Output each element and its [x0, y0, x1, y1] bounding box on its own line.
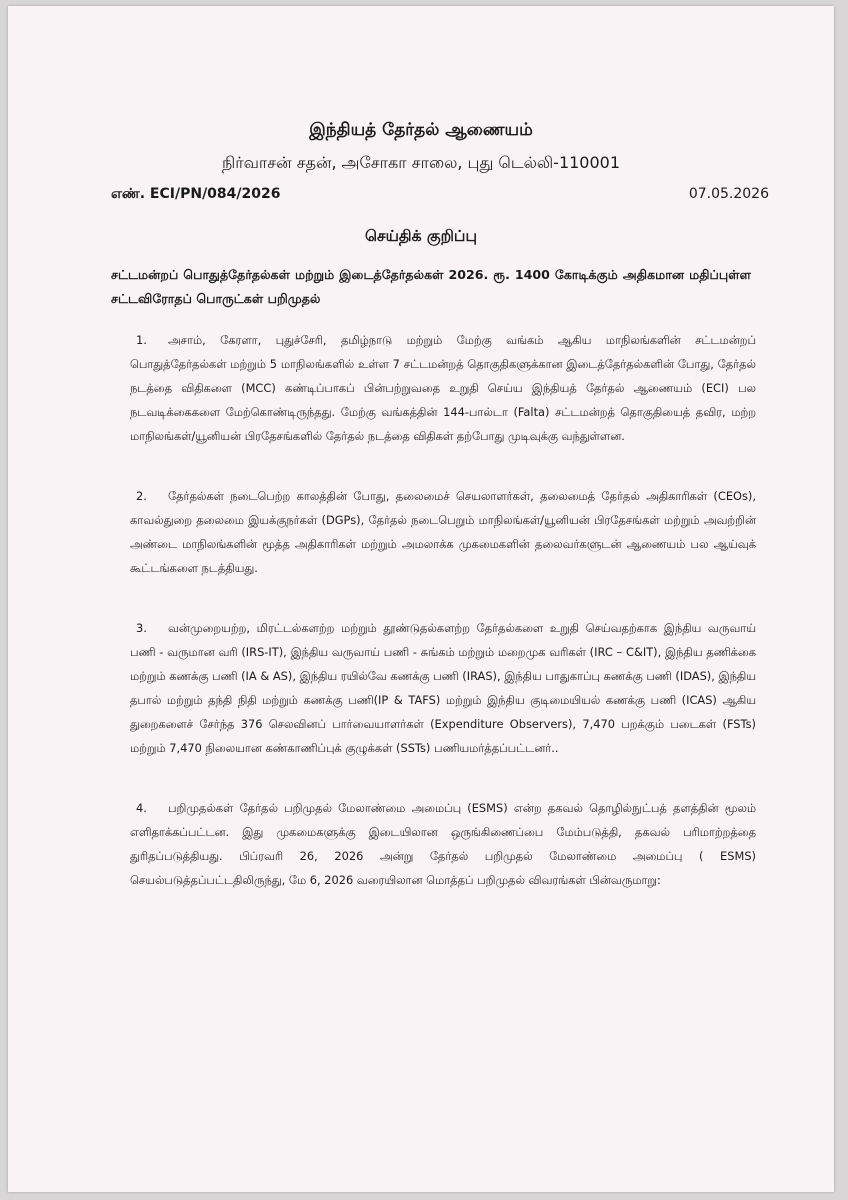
paragraph-2: [130, 484, 756, 580]
paragraph-text: அசாம், கேரளா, புதுச்சேரி, தமிழ்நாடு மற்றும் மேற்கு வங்கம் ஆகிய மாநிலங்களின் சட்டமன்றப் பொதுத்தேர்தல்கள் மற்றும் 5 மாநிலங்களில் உள்ள 7 சட்டமன்றத் தொகுதிகளுக்கான இடைத்தேர்தல்களின் போது, தேர்தல் நடத்தை விதிகளை (MCC) கண்டிப்பாகப் பின்பற்றுவதை உறுதி செய்ய இந்தியத் தேர்தல் ஆணையம் (ECI) பல நடவடிக்கைகளை மேற்கொண்டிருந்தது. மேற்கு வங்கத்தின் 144-பால்டா (Falta) சட்டமன்றத் தொகுதியைத் தவிர, மற்ற மாநிலங்கள்/யூனியன் பிரதேசங்களில் தேர்தல் நடத்தை விதிகள் தற்போது முடிவுக்கு வந்துள்ளன.: [130, 333, 756, 443]
organization-title: இந்தியத் தேர்தல் ஆணையம்: [309, 120, 533, 140]
paragraph-text: வன்முறையற்ற, மிரட்டல்களற்ற மற்றும் தூண்டுதல்களற்ற தேர்தல்களை உறுதி செய்வதற்காக இந்திய வருவாய் பணி - வருமான வரி (IRS-IT), இந்திய வருவாய் பணி - சுங்கம் மற்றும் மறைமுக வரிகள் (IRC – C&IT), இந்திய தணிக்கை மற்றும் கணக்கு பணி (IA & AS), இந்திய ரயில்வே கணக்கு பணி (IRAS), இந்திய பாதுகாப்பு கணக்கு பணி (IDAS), இந்திய தபால் மற்றும் தந்தி நிதி மற்றும் கணக்கு பணி(IP & TAFS) மற்றும் இந்திய குடிமையியல் கணக்கு பணி (ICAS) ஆகிய துறைகளைச் சேர்ந்த 376 செலவினப் பார்வையாளர்கள் (Expenditure Observers), 7,470 பறக்கும் படைகள் (FSTs) மற்றும் 7,470 நிலையான கண்காணிப்புக் குழுக்கள் (SSTs) பணியமர்த்தப்பட்டனர்..: [130, 621, 756, 755]
paragraph-1: [130, 328, 756, 448]
paragraph-number: 1.: [136, 333, 147, 347]
reference-number: எண். ECI/PN/084/2026: [111, 186, 281, 202]
document-type-heading: செய்திக் குறிப்பு: [364, 227, 478, 245]
document-date: 07.05.2026: [688, 186, 769, 202]
paragraph-number: 2.: [136, 489, 147, 503]
paragraph-4: [130, 796, 756, 892]
organization-address: நிர்வாசன் சதன், அசோகா சாலை, புது டெல்லி-110001: [221, 153, 621, 172]
paragraph-text: தேர்தல்கள் நடைபெற்ற காலத்தின் போது, தலைமைச் செயலாளர்கள், தலைமைத் தேர்தல் அதிகாரிகள் (CEOs), காவல்துறை தலைமை இயக்குநர்கள் (DGPs), தேர்தல் நடைபெறும் மாநிலங்கள்/யூனியன் பிரதேசங்கள் மற்றும் அவற்றின் அண்டை மாநிலங்களின் மூத்த அதிகாரிகள் மற்றும் அமலாக்க முகமைகளின் தலைவர்களுடன் ஆணையம் பல ஆய்வுக் கூட்டங்களை நடத்தியது.: [130, 489, 756, 575]
paragraph-text: பறிமுதல்கள் தேர்தல் பறிமுதல் மேலாண்மை அமைப்பு (ESMS) என்ற தகவல் தொழில்நுட்பத் தளத்தின் மூலம் எளிதாக்கப்பட்டன. இது முகமைகளுக்கு இடையிலான ஒருங்கிணைப்பை மேம்படுத்தி, தகவல் பரிமாற்றத்தை துரிதப்படுத்தியது. பிப்ரவரி 26, 2026 அன்று தேர்தல் பறிமுதல் மேலாண்மை அமைப்பு ( ESMS) செயல்படுத்தப்பட்டதிலிருந்து, மே 6, 2026 வரையிலான மொத்தப் பறிமுதல் விவரங்கள் பின்வருமாறு:: [130, 801, 756, 887]
subject-line: சட்டமன்றப் பொதுத்தேர்தல்கள் மற்றும் இடைத்தேர்தல்கள் 2026. ரூ. 1400 கோடிக்கும் அதிகமான மதிப்புள்ள சட்டவிரோதப் பொருட்கள் பறிமுதல்: [111, 267, 751, 306]
document-page: [8, 6, 834, 1192]
paragraph-number: 3.: [136, 621, 147, 635]
paragraph-3: [130, 616, 756, 760]
paragraph-number: 4.: [136, 801, 147, 815]
